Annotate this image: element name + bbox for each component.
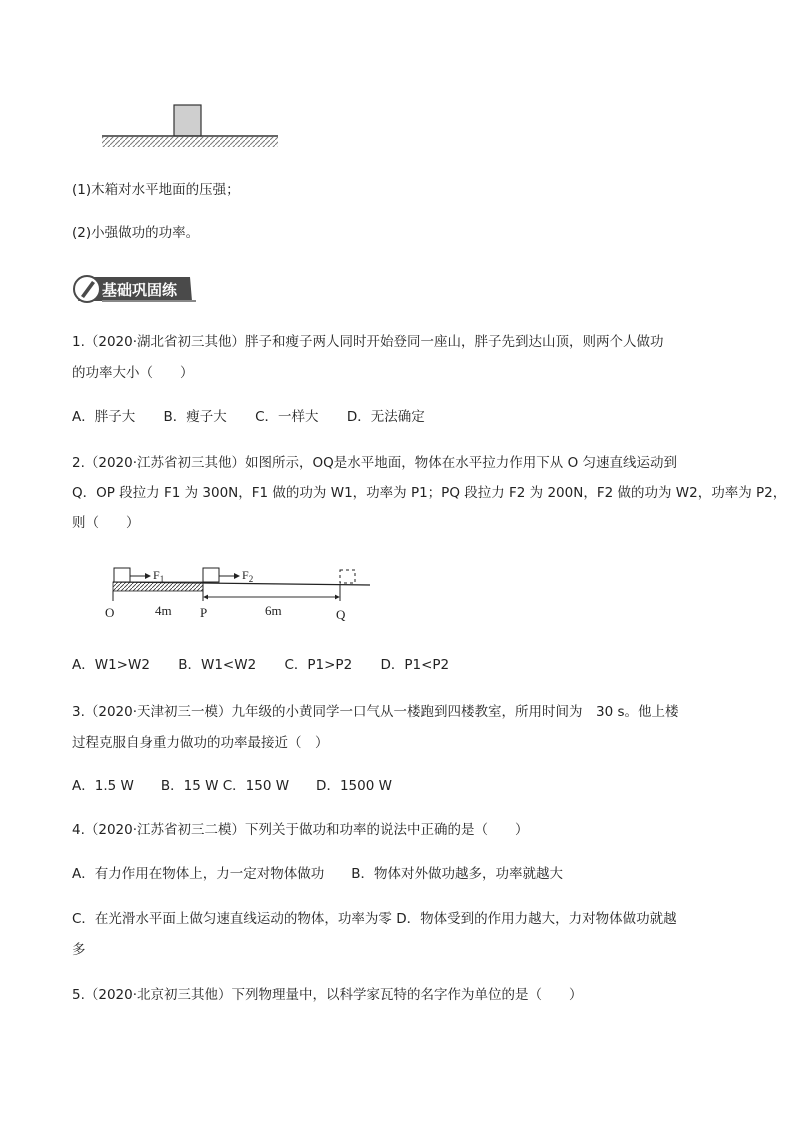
q1-option-d: D．无法确定 [346, 409, 425, 425]
q1-option-c: C．一样大 [255, 409, 319, 425]
label-f2-sub: 2 [248, 574, 254, 584]
label-f1 [153, 568, 164, 584]
q4-options-cd-cont: 多 [72, 942, 86, 958]
label-p: P [200, 605, 208, 620]
q5-line1: 5.（2020·北京初三其他）下列物理量中，以科学家瓦特的名字作为单位的是（ ） [72, 987, 583, 1003]
q1-line1: 1.（2020·湖北省初三其他）胖子和瘦子两人同时开始登同一座山，胖子先到达山顶，则两个人做功 [72, 334, 664, 350]
intro-q2: (2)小强做功的功率。 [72, 225, 200, 241]
q2-options [72, 655, 732, 675]
section-title: 基础巩固练 [102, 281, 178, 299]
label-f2-main: F [242, 568, 249, 582]
ground-hatch [102, 137, 278, 147]
label-f1-sub: 1 [159, 574, 165, 584]
q1-option-a: A．胖子大 [72, 409, 136, 425]
pen-icon [72, 274, 100, 302]
q2-line3: 则（ ） [72, 515, 140, 531]
q2-motion-figure [100, 560, 390, 625]
label-f2 [242, 568, 253, 584]
label-op-distance: 4m [155, 603, 172, 618]
block-at-o [114, 568, 130, 582]
q3-line2: 过程克服自身重力做功的功率最接近（ ） [72, 735, 329, 751]
q2-line2: Q．OP 段拉力 F1 为 300N，F1 做的功为 W1，功率为 P1；PQ 段拉力 F2 为 200N，F2 做的功为 W2，功率为 P2， [72, 485, 787, 501]
q2-option-c: C．P1>P2 [284, 657, 353, 673]
block-at-q [340, 570, 355, 583]
q4-options-ab: A．有力作用在物体上，力一定对物体做功 B．物体对外做功越多，功率就越大 [72, 866, 563, 882]
q1-options [72, 407, 732, 427]
q4-line1: 4.（2020·江苏省初三二模）下列关于做功和功率的说法中正确的是（ ） [72, 822, 529, 838]
block-on-ground-figure [100, 100, 280, 155]
q3-options: A．1.5 W B．15 W C．150 W D．1500 W [72, 778, 392, 794]
wooden-box [174, 105, 201, 136]
q2-option-a: A．W1>W2 [72, 657, 150, 673]
q1-line2: 的功率大小（ ） [72, 365, 194, 381]
section-header [72, 274, 196, 304]
q1-option-b: B．瘦子大 [163, 409, 227, 425]
q2-option-d: D．P1<P2 [380, 657, 450, 673]
block-at-p [203, 568, 219, 582]
label-f1-main: F [153, 568, 160, 582]
q2-line1: 2.（2020·江苏省初三其他）如图所示，OQ是水平地面，物体在水平拉力作用下从 O 匀速直线运动到 [72, 455, 677, 471]
q4-options-cd: C．在光滑水平面上做匀速直线运动的物体，功率为零 D．物体受到的作用力越大，力对物体做功就越 [72, 911, 677, 927]
label-q: Q [336, 607, 346, 622]
label-pq-distance: 6m [265, 603, 282, 618]
label-o: O [105, 605, 115, 620]
q3-line1: 3.（2020·天津初三一模）九年级的小黄同学一口气从一楼跑到四楼教室，所用时间为 30 s。他上楼 [72, 704, 679, 720]
q2-option-b: B．W1<W2 [178, 657, 257, 673]
intro-q1: (1)木箱对水平地面的压强； [72, 182, 240, 198]
